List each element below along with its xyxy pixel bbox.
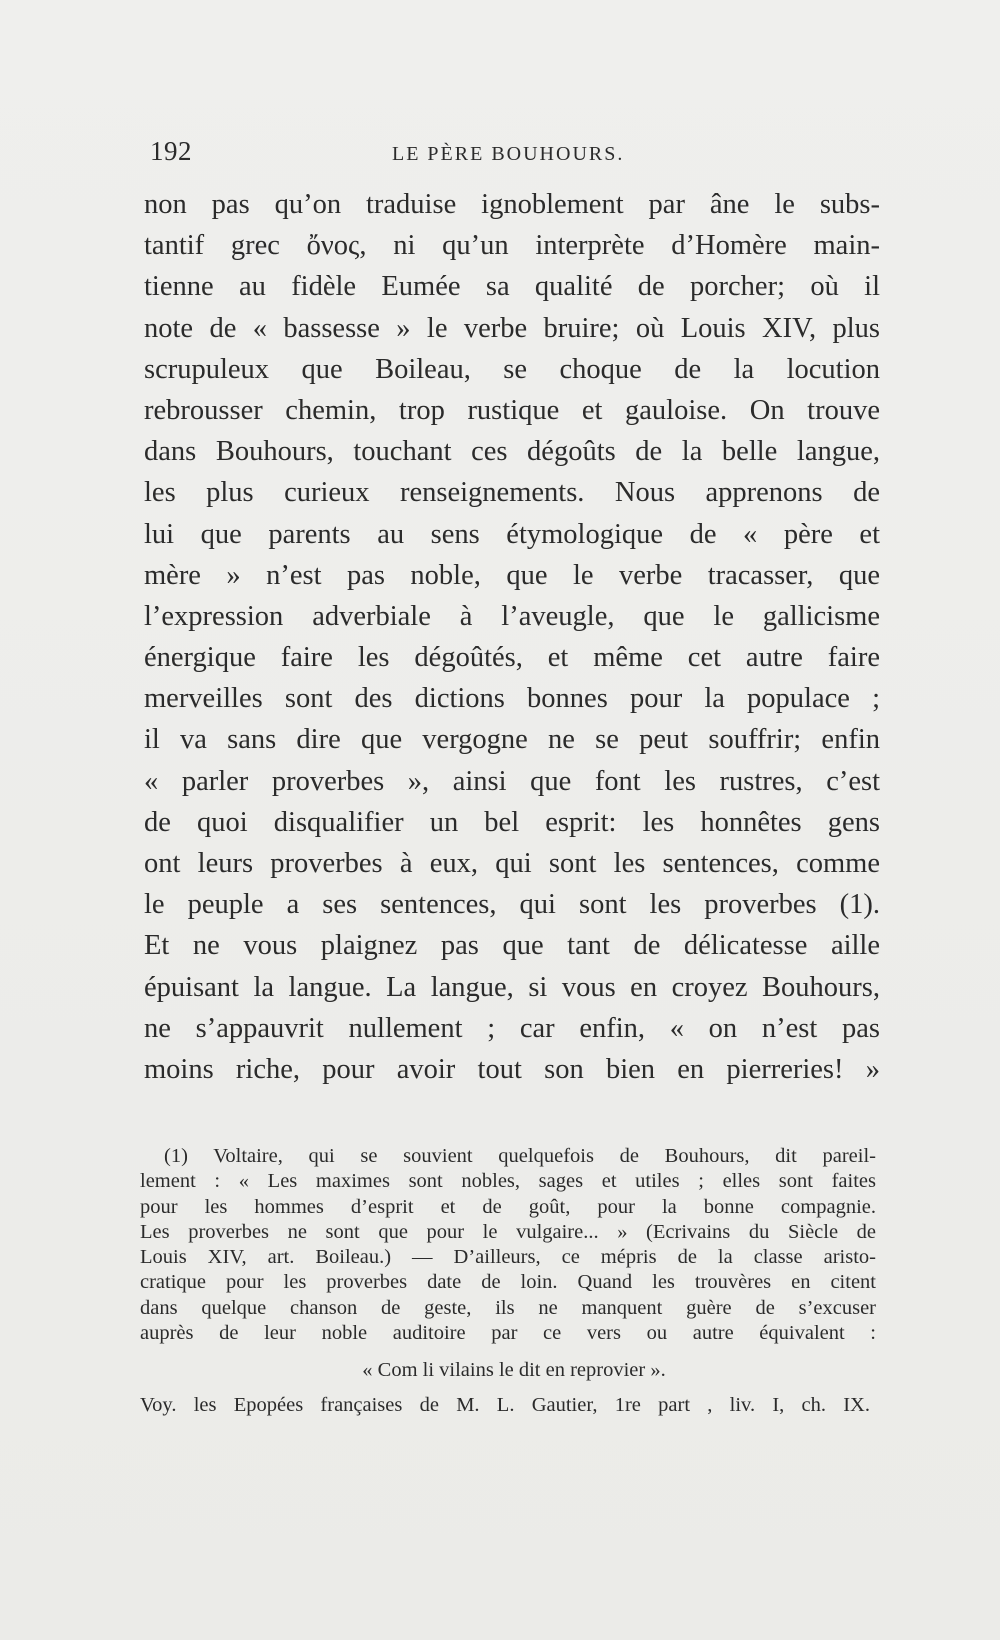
- text-line: note de « bassesse » le verbe bruire; où Louis XIV, plus: [144, 312, 880, 344]
- page-number: 192: [150, 136, 192, 166]
- footnote-line: lement : « Les maximes sont nobles, sages et utiles ; elles sont faites: [140, 1170, 876, 1193]
- main-text: [144, 184, 880, 1090]
- text-line: Et ne vous plaignez pas que tant de délicatesse aille: [144, 930, 880, 962]
- text-line: tienne au fidèle Eumée sa qualité de porcher; où il: [144, 271, 880, 303]
- footnote-verse: « Com li vilains le dit en reprovier ».: [362, 1359, 666, 1382]
- text-line: de quoi disqualifier un bel esprit: les honnêtes gens: [144, 806, 880, 838]
- page-header: [150, 136, 880, 176]
- footnote-line: cratique pour les proverbes date de loin. Quand les trouvères en citent: [140, 1271, 876, 1294]
- footnote-reference: Voy. les Epopées françaises de M. L. Gautier, 1re part , liv. I, ch. IX.: [140, 1394, 870, 1417]
- running-head: LE PÈRE BOUHOURS.: [392, 143, 625, 165]
- footnote-line: Louis XIV, art. Boileau.) — D’ailleurs, ce mépris de la classe aristo-: [140, 1246, 876, 1269]
- text-line: les plus curieux renseignements. Nous apprenons de: [144, 477, 880, 509]
- text-line: lui que parents au sens étymologique de « père et: [144, 518, 880, 550]
- text-line: tantif grec ὄνος, ni qu’un interprète d’Homère main-: [144, 230, 880, 262]
- footnote-line: dans quelque chanson de geste, ils ne manquent guère de s’excuser: [140, 1296, 876, 1319]
- footnote-line: auprès de leur noble auditoire par ce vers ou autre équivalent :: [140, 1322, 876, 1345]
- text-line: scrupuleux que Boileau, se choque de la locution: [144, 353, 880, 385]
- text-line: le peuple a ses sentences, qui sont les proverbes (1).: [144, 889, 880, 921]
- text-line: mère » n’est pas noble, que le verbe tracasser, que: [144, 559, 880, 591]
- text-line: « parler proverbes », ainsi que font les rustres, c’est: [144, 765, 880, 797]
- text-line: dans Bouhours, touchant ces dégoûts de la belle langue,: [144, 436, 880, 468]
- text-line: l’expression adverbiale à l’aveugle, que le gallicisme: [144, 600, 880, 632]
- footnote-line: (1) Voltaire, qui se souvient quelquefois de Bouhours, dit pareil-: [164, 1145, 876, 1167]
- text-line: énergique faire les dégoûtés, et même cet autre faire: [144, 642, 880, 674]
- text-line: merveilles sont des dictions bonnes pour la populace ;: [144, 683, 880, 715]
- text-line: ont leurs proverbes à eux, qui sont les sentences, comme: [144, 848, 880, 879]
- text-line: épuisant la langue. La langue, si vous en croyez Bouhours,: [144, 971, 880, 1003]
- text-line: moins riche, pour avoir tout son bien en pierreries! »: [144, 1053, 880, 1085]
- footnote: [140, 1144, 876, 1418]
- text-line: rebrousser chemin, trop rustique et gauloise. On trouve: [144, 394, 880, 426]
- text-line: ne s’appauvrit nullement ; car enfin, « on n’est pas: [144, 1012, 880, 1044]
- text-line: non pas qu’on traduise ignoblement par âne le subs-: [144, 189, 880, 220]
- footnote-line: pour les hommes d’esprit et de goût, pour la bonne compagnie.: [140, 1195, 876, 1218]
- text-line: il va sans dire que vergogne ne se peut souffrir; enfin: [144, 724, 880, 756]
- footnote-line: Les proverbes ne sont que pour le vulgaire... » (Ecrivains du Siècle de: [140, 1220, 876, 1243]
